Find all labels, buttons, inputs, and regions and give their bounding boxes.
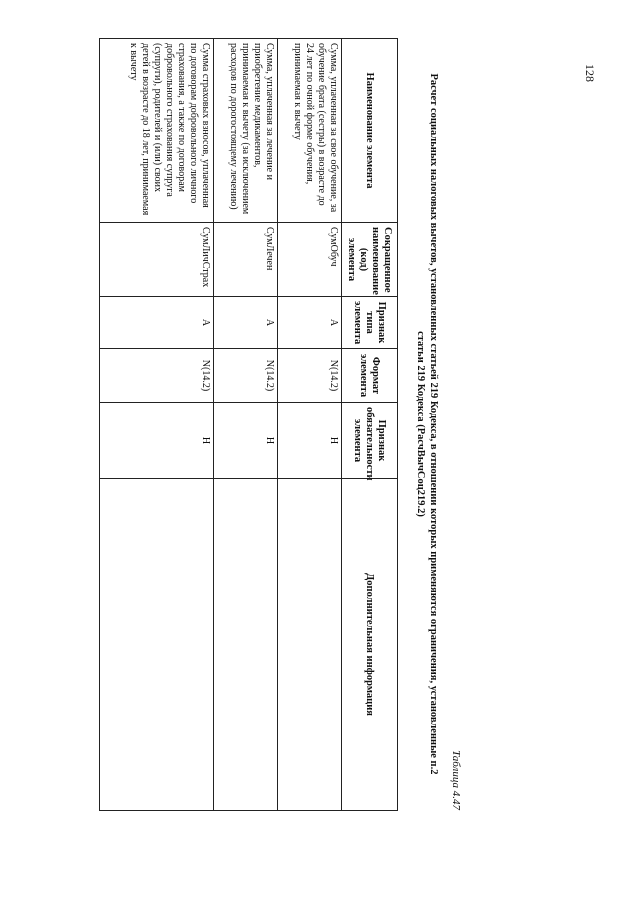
cell-type: А (100, 297, 214, 349)
cell-info (100, 479, 214, 811)
cell-info (278, 479, 342, 811)
header-additional-info: Дополнительная информация (342, 479, 398, 811)
cell-name: Сумма, уплаченная за свое обучение, за обучение брата (сестры) в возрасте до 24 лет по очной форме обучения, принимаемая к вычету (278, 39, 342, 223)
cell-required: Н (214, 403, 278, 479)
cell-format: N(14.2) (214, 349, 278, 403)
header-element-type: Признак типа элемента (342, 297, 398, 349)
cell-format: N(14.2) (100, 349, 214, 403)
cell-format: N(14.2) (278, 349, 342, 403)
cell-required: Н (100, 403, 214, 479)
header-element-required: Признак обязательности элемента (342, 403, 398, 479)
rotated-page-content (112, 38, 462, 810)
cell-type: А (214, 297, 278, 349)
elements-table (99, 38, 398, 811)
cell-name: Сумма страховых взносов, уплаченная по договорам добровольного личного страхования, а также по договорам добровольного страхования супруга (супруги), родителей и (или) своих детей в возрасте до 18 лет, принимаемая к вычету (100, 39, 214, 223)
cell-code: СумЛечен (214, 223, 278, 297)
table-row (278, 39, 342, 811)
cell-required: Н (278, 403, 342, 479)
page-number: 128 (583, 64, 597, 82)
table-title: Расчет социальных налоговых вычетов, установленных статьей 219 Кодекса, в отношении которых применяются ограничения, установленные п.2 статьи 219 Кодекса (РасчВычСоц219.2) (415, 73, 439, 775)
table-number: Таблица 4.47 (450, 750, 462, 810)
table-header-row (342, 39, 398, 811)
table-row (214, 39, 278, 811)
cell-type: А (278, 297, 342, 349)
cell-code: СумОбуч (278, 223, 342, 297)
cell-name: Сумма, уплаченная за лечение и приобретение медикаментов, принимаемая к вычету (за исключением расходов по дорогостоящему лечению) (214, 39, 278, 223)
header-element-code: Сокращенное наименование (код) элемента (342, 223, 398, 297)
header-element-name: Наименование элемента (342, 39, 398, 223)
table-row (100, 39, 214, 811)
header-element-format: Формат элемента (342, 349, 398, 403)
cell-code: СумЛичСтрах (100, 223, 214, 297)
cell-info (214, 479, 278, 811)
